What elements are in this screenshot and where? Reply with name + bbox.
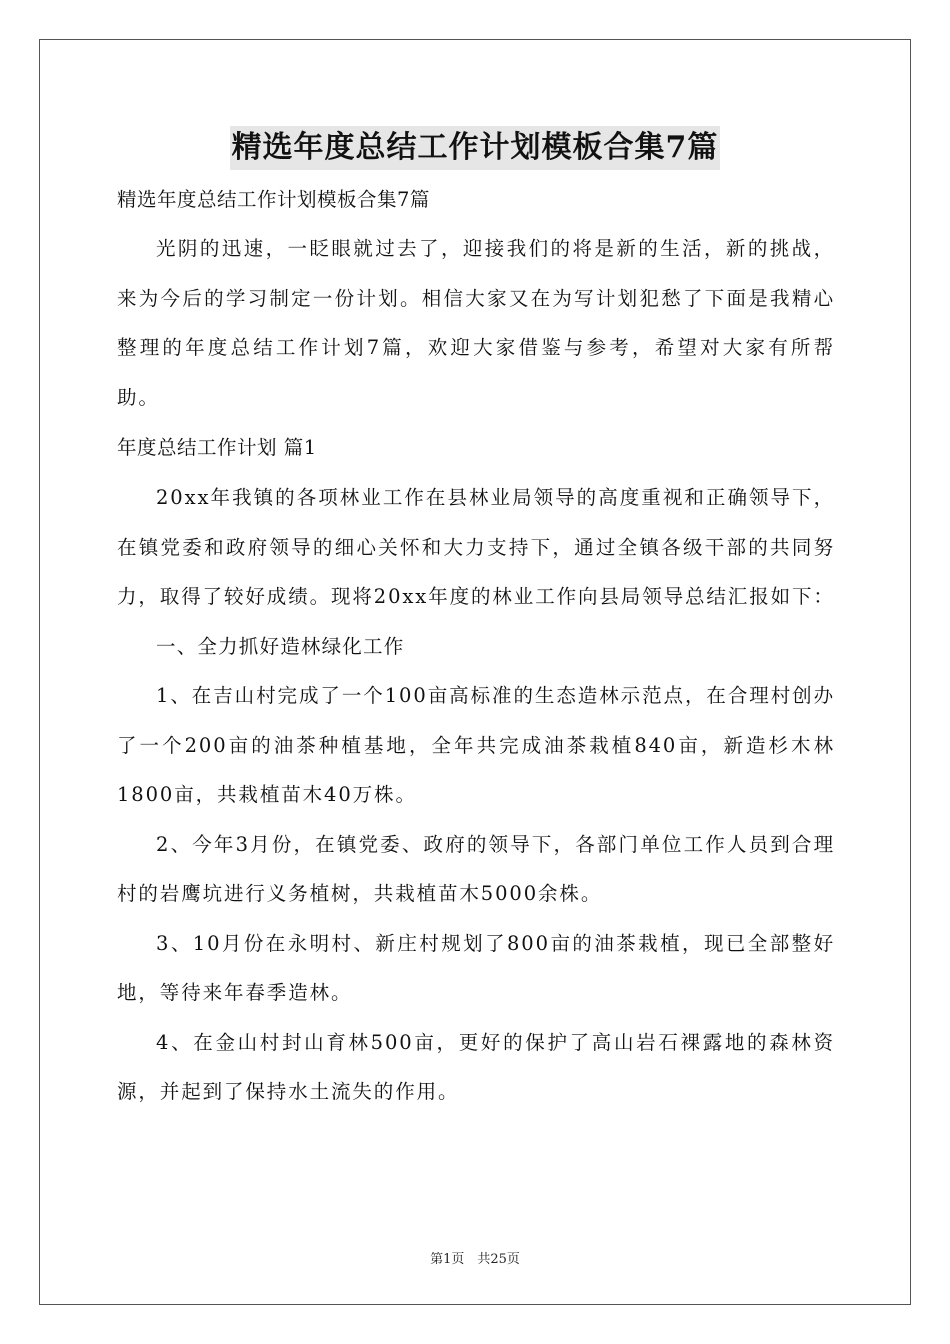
section-1-heading-block (117, 433, 835, 463)
document-title: 精选年度总结工作计划模板合集7篇 (230, 126, 721, 170)
intro-paragraph: 光阴的迅速，一眨眼就过去了，迎接我们的将是新的生活，新的挑战，来为今后的学习制定一份计划。相信大家又在为写计划犯愁了下面是我精心整理的年度总结工作计划7篇，欢迎大家借鉴与参考，希望对大家有所帮助。 (117, 237, 835, 409)
document-subtitle: 精选年度总结工作计划模板合集7篇 (117, 188, 430, 211)
list-item-4: 4、在金山村封山育林500亩，更好的保护了高山岩石裸露地的森林资源，并起到了保持水土流失的作用。 (117, 1030, 835, 1103)
title-container (0, 126, 950, 170)
section-1-heading: 年度总结工作计划 篇1 (117, 436, 317, 459)
subheading-afforestation: 一、全力抓好造林绿化工作 (156, 634, 405, 658)
list-item-2: 2、今年3月份，在镇党委、政府的领导下，各部门单位工作人员到合理村的岩鹰坑进行义务植树，共栽植苗木5000余株。 (117, 832, 835, 905)
intro-block (117, 224, 835, 422)
list-item-3: 3、10月份在永明村、新庄村规划了800亩的油茶栽植，现已全部整好地，等待来年春季造林。 (117, 931, 835, 1004)
document-body (117, 185, 835, 215)
page-footer (0, 1248, 950, 1267)
section-1-intro-paragraph: 20xx年我镇的各项林业工作在县林业局领导的高度重视和正确领导下，在镇党委和政府领导的细心关怀和大力支持下，通过全镇各级干部的共同努力，取得了较好成绩。现将20xx年度的林业工作向县局领导总结汇报如下： (117, 486, 835, 608)
list-item-1: 1、在吉山村完成了一个100亩高标准的生态造林示范点，在合理村创办了一个200亩的油茶种植基地，全年共完成油茶栽植840亩，新造杉木林1800亩，共栽植苗木40万株。 (117, 684, 835, 806)
page-number: 第1页 共25页 (430, 1252, 520, 1267)
section-1-content (117, 473, 835, 1117)
